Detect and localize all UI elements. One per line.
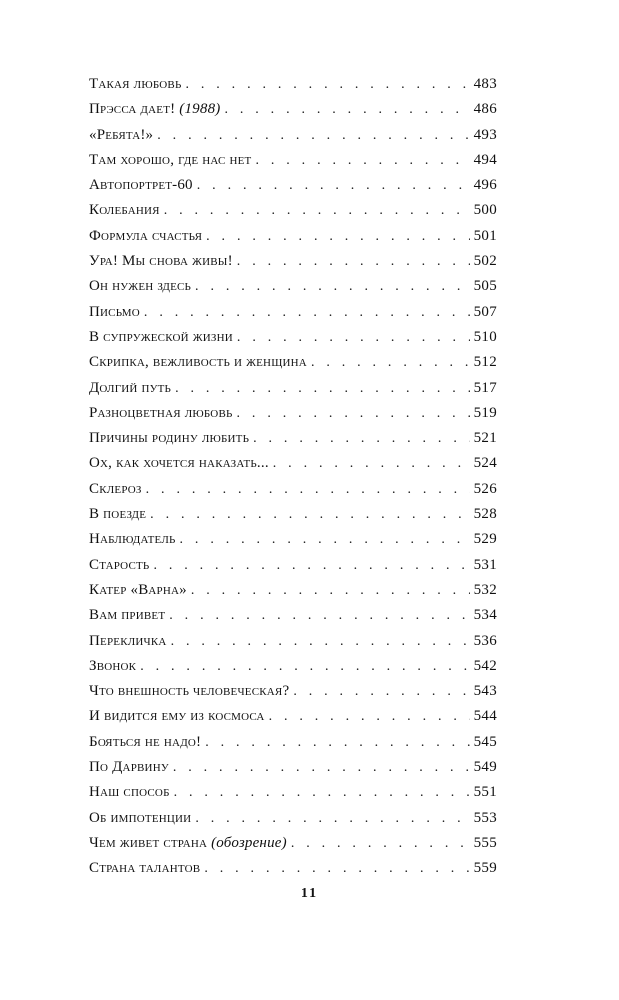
toc-entry-note: (1988) [179,101,221,118]
dot-leader [185,72,469,97]
toc-entry-title-text: Колебания [89,202,160,219]
toc-entry [89,704,497,729]
toc-entry-title-text: Формула счастья [89,227,203,244]
toc-entry [89,755,497,780]
toc-entry-title-text: Чем живет страна [89,834,208,851]
toc-entry-title-text: Причины родину любить [89,430,250,447]
toc-entry-page: 496 [473,177,497,194]
toc-entry-title-text: Бояться не надо! [89,733,202,750]
toc-entry-title-text: По Дарвину [89,759,169,776]
toc-entry-page: 521 [473,430,497,447]
dot-leader [253,426,469,451]
toc-entry-title-text: Звонок [89,657,137,674]
toc-entry [89,426,497,451]
toc-entry-title [89,654,136,679]
toc-entry-title [89,148,251,173]
dot-leader [311,350,470,375]
dot-leader [169,603,469,628]
toc-entry-page: 510 [473,328,497,345]
toc-entry-title [89,97,220,122]
toc-entry-page: 531 [473,556,497,573]
toc-entry-page: 494 [473,151,497,168]
dot-leader [237,249,470,274]
toc-entry-title [89,477,142,502]
toc-entry-page: 544 [473,708,497,725]
toc-entry-page: 502 [473,253,497,270]
toc-entry-title-text: Скрипка, вежливость и женщина [89,354,307,371]
dot-leader [157,123,469,148]
dot-leader [195,806,469,831]
toc-entry-title [89,325,233,350]
toc-entry [89,350,497,375]
toc-entry-title-text: Что внешность человеческая? [89,683,290,700]
toc-entry-page: 507 [473,303,497,320]
toc-entry-title-text: И видится ему из космоса [89,708,265,725]
dot-leader [174,780,470,805]
toc-entry-title-text: Катер «Варна» [89,581,187,598]
toc-entry [89,300,497,325]
toc-entry [89,730,497,755]
toc-entry-page: 534 [473,607,497,624]
toc-entry [89,274,497,299]
toc-entry [89,198,497,223]
toc-entry-title [89,755,169,780]
toc-entry-title [89,274,191,299]
dot-leader [273,451,470,476]
dot-leader [140,654,469,679]
toc-entry [89,806,497,831]
toc-entry-page: 512 [473,354,497,371]
toc-entry-title [89,629,167,654]
toc-entry-title [89,350,307,375]
toc-entry-title-text: Разноцветная любовь [89,404,233,421]
toc-entry-page: 517 [473,379,497,396]
toc-entry-title [89,806,191,831]
toc-entry-page: 542 [473,657,497,674]
toc-entry-page: 559 [473,860,497,877]
toc-entry-page: 486 [473,101,497,118]
toc-entry [89,249,497,274]
toc-entry-title [89,704,265,729]
toc-entry-title-text: Письмо [89,303,140,320]
toc-entry-page: 528 [473,506,497,523]
toc-entry [89,780,497,805]
dot-leader [224,97,469,122]
toc-entry-title [89,831,287,856]
toc-entry [89,224,497,249]
toc-entry-title-text: Перекличка [89,632,167,649]
toc-entry-page: 500 [473,202,497,219]
toc-entry-title [89,173,193,198]
toc-entry-page: 501 [473,227,497,244]
toc-entry-title-text: Такая любовь [89,76,182,92]
toc-entry-page: 532 [473,581,497,598]
toc-entry-title [89,224,202,249]
dot-leader [150,502,469,527]
dot-leader [153,553,469,578]
toc-entry-title [89,603,165,628]
dot-leader [237,325,470,350]
dot-leader [144,300,470,325]
dot-leader [191,578,470,603]
toc-entry-title [89,553,149,578]
toc-entry [89,451,497,476]
toc-entry-title [89,451,269,476]
dot-leader [255,148,469,173]
toc-entry-title-text: Об импотенции [89,809,192,826]
toc-entry-page: 529 [473,531,497,548]
toc-entry-title [89,527,176,552]
toc-entry-page: 543 [473,683,497,700]
dot-leader [291,831,470,856]
dot-leader [175,376,470,401]
toc-entry-title [89,123,153,148]
toc-entry-title-text: Склероз [89,480,142,497]
toc-entry [89,97,497,122]
toc-entry-title-text: Прэсса дает! [89,101,176,118]
toc-entry [89,148,497,173]
toc-entry [89,401,497,426]
toc-entry-title-text: Там хорошо, где нас нет [89,151,252,168]
table-of-contents [89,72,497,882]
toc-entry-title-text: В супружеской жизни [89,328,233,345]
toc-entry-title [89,249,233,274]
toc-entry [89,376,497,401]
toc-entry-title-text: Страна талантов [89,860,201,877]
toc-entry-page: 551 [473,784,497,801]
dot-leader [293,679,469,704]
toc-entry-title-text: Ура! Мы снова живы! [89,253,233,270]
toc-entry [89,325,497,350]
dot-leader [269,704,470,729]
dot-leader [146,477,470,502]
toc-entry-title-text: Старость [89,556,150,573]
toc-entry-title-text: В поезде [89,506,147,523]
toc-entry-page: 493 [473,126,497,143]
toc-entry-title [89,578,187,603]
toc-entry [89,527,497,552]
toc-entry-title [89,502,146,527]
toc-entry-page: 505 [473,278,497,295]
dot-leader [197,173,470,198]
toc-entry [89,578,497,603]
toc-entry-page: 555 [473,834,497,851]
toc-entry-note: (обозрение) [211,834,287,851]
toc-entry [89,123,497,148]
toc-entry-page: 483 [473,76,497,92]
dot-leader [180,527,470,552]
toc-entry-title [89,401,233,426]
toc-entry [89,502,497,527]
dot-leader [171,629,470,654]
toc-entry-page: 524 [473,455,497,472]
toc-entry-title-text: Наблюдатель [89,531,176,548]
toc-entry-title [89,376,171,401]
dot-leader [173,755,470,780]
toc-entry [89,477,497,502]
toc-entry-title [89,426,249,451]
toc-entry [89,72,497,97]
toc-entry-title [89,679,289,704]
toc-entry [89,603,497,628]
toc-entry-title-text: Наш способ [89,784,170,801]
dot-leader [204,856,469,881]
toc-entry [89,856,497,881]
toc-entry-title-text: Вам привет [89,607,166,624]
toc-entry-title [89,856,200,881]
toc-entry-title [89,198,160,223]
toc-entry-title [89,730,201,755]
toc-entry-page: 526 [473,480,497,497]
toc-entry-page: 536 [473,632,497,649]
toc-entry-title [89,780,170,805]
toc-entry-title-text: Автопортрет-60 [89,177,193,194]
toc-entry [89,654,497,679]
toc-entry-title [89,300,140,325]
toc-entry [89,629,497,654]
dot-leader [237,401,470,426]
toc-entry-page: 545 [473,733,497,750]
toc-entry [89,831,497,856]
toc-entry-title-text: Долгий путь [89,379,172,396]
page-number: 11 [300,886,319,901]
toc-entry-title-text: «Ребята!» [89,126,154,143]
toc-entry [89,173,497,198]
toc-entry-title-text: Ох, как хочется наказать... [89,455,269,472]
toc-entry-page: 553 [473,809,497,826]
dot-leader [164,198,470,223]
toc-entry-title-text: Он нужен здесь [89,278,192,295]
dot-leader [195,274,470,299]
toc-entry-page: 519 [473,404,497,421]
toc-entry [89,553,497,578]
dot-leader [206,224,469,249]
toc-entry-page: 549 [473,759,497,776]
toc-entry [89,679,497,704]
dot-leader [205,730,469,755]
toc-entry-title [89,72,181,97]
